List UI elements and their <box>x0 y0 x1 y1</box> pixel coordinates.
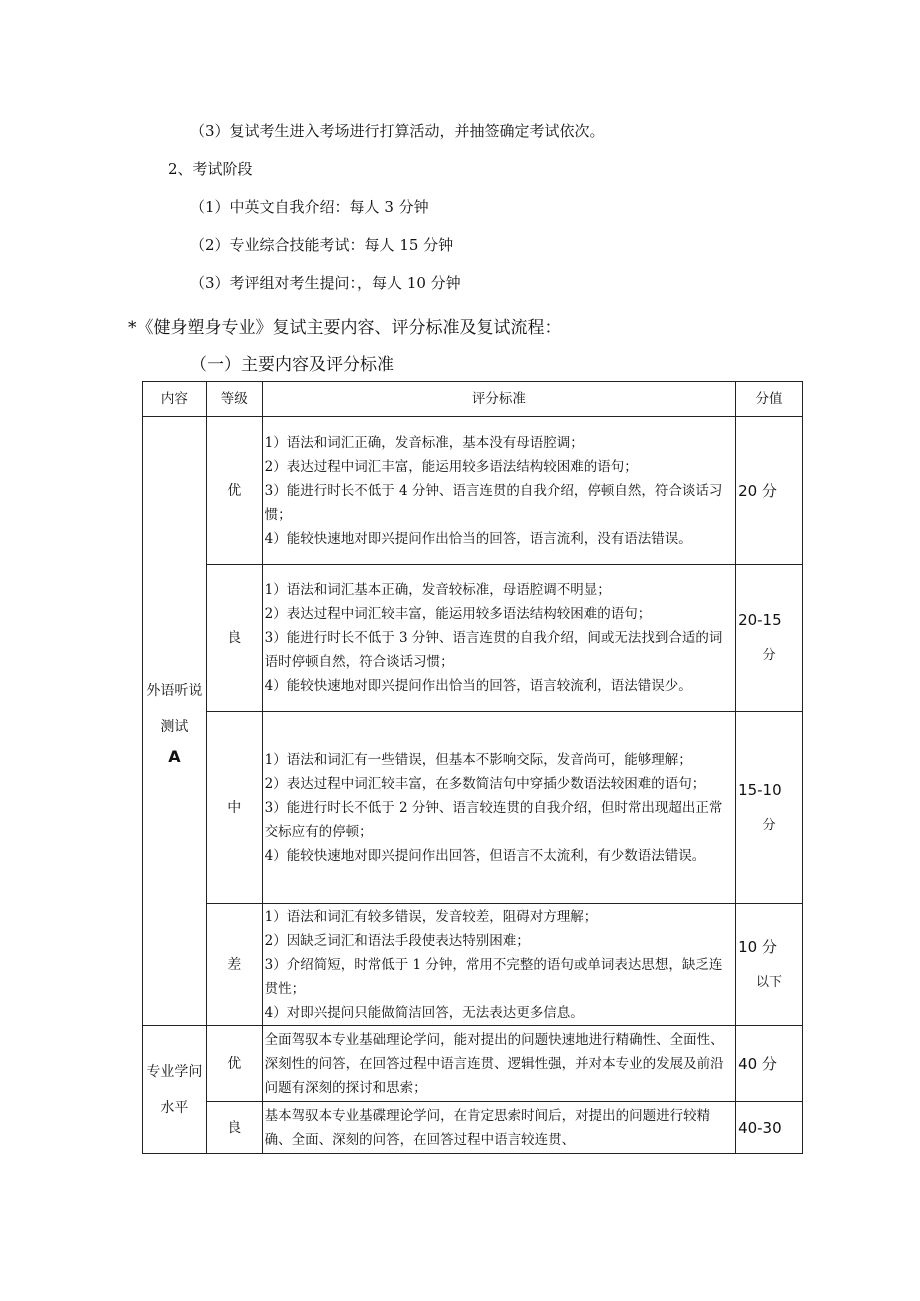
step-exam-1: （1）中英文自我介绍：每人 3 分钟 <box>190 198 429 216</box>
header-criteria: 评分标准 <box>262 382 735 417</box>
grade-cell: 优 <box>206 1026 262 1102</box>
scoring-table <box>142 381 803 1154</box>
score-cell: 20 分 <box>736 417 803 565</box>
table-row <box>143 904 803 1026</box>
category-professional-knowledge: 专业学问 水平 <box>143 1026 207 1154</box>
criteria-cell: 1）语法和词汇基本正确，发音较标准，母语腔调不明显； 2）表达过程中词汇较丰富，能运用较多语法结构较困难的语句； 3）能进行时长不低于 3 分钟、语言连贯的自我介绍，间或无法找到合适的词语时停顿自然，符合谈话习惯； 4）能较快速地对即兴提问作出恰当的回答，语言较流利，语法错误少。 <box>262 565 735 712</box>
score-cell: 40 分 <box>736 1026 803 1102</box>
grade-cell: 良 <box>206 1102 262 1154</box>
table-row <box>143 1026 803 1102</box>
criteria-cell: 1）语法和词汇有较多错误，发音较差，阻碍对方理解； 2）因缺乏词汇和语法手段使表达特别困难； 3）介绍简短，时常低于 1 分钟，常用不完整的语句或单词表达思想，缺乏连贯性； 4）对即兴提问只能做简洁回答，无法表达更多信息。 <box>262 904 735 1026</box>
step-exam-2: （2）专业综合技能考试：每人 15 分钟 <box>190 236 454 254</box>
grade-cell: 良 <box>206 565 262 712</box>
criteria-cell: 1）语法和词汇正确，发音标准，基本没有母语腔调； 2）表达过程中词汇丰富，能运用较多语法结构较困难的语句； 3）能进行时长不低于 4 分钟、语言连贯的自我介绍，停顿自然，符合谈话习惯； 4）能较快速地对即兴提问作出恰当的回答，语言流利，没有语法错误。 <box>262 417 735 565</box>
section-heading: *《健身塑身专业》复试主要内容、评分标准及复试流程： <box>128 318 562 338</box>
header-score: 分值 <box>736 382 803 417</box>
score-cell: 15-10 分 <box>736 712 803 904</box>
header-content: 内容 <box>143 382 207 417</box>
criteria-cell: 全面驾驭本专业基础理论学问，能对提出的问题快速地进行精确性、全面性、深刻性的问答，在回答过程中语言连贯、逻辑性强，并对本专业的发展及前沿问题有深刻的探讨和思索； <box>262 1026 735 1102</box>
category-foreign-language: 外语听说 测试 A <box>143 417 207 1026</box>
subsection-heading: （一）主要内容及评分标准 <box>190 355 394 375</box>
grade-cell: 优 <box>206 417 262 565</box>
table-row <box>143 565 803 712</box>
table-row <box>143 712 803 904</box>
section-exam-stage: 2、考试阶段 <box>168 160 253 178</box>
table-row <box>143 417 803 565</box>
score-cell: 10 分 以下 <box>736 904 803 1026</box>
table-header-row <box>143 382 803 417</box>
grade-cell: 中 <box>206 712 262 904</box>
grade-cell: 差 <box>206 904 262 1026</box>
header-grade: 等级 <box>206 382 262 417</box>
step-prep-3: （3）复试考生进入考场进行打算活动，并抽签确定考试依次。 <box>190 122 605 140</box>
step-exam-3: （3）考评组对考生提问：，每人 10 分钟 <box>190 274 461 292</box>
criteria-cell: 1）语法和词汇有一些错误，但基本不影响交际，发音尚可，能够理解； 2）表达过程中词汇较丰富，在多数简洁句中穿插少数语法较困难的语句； 3）能进行时长不低于 2 分钟、语言较连贯的自我介绍，但时常出现超出正常交标应有的停顿； 4）能较快速地对即兴提问作出回答，但语言不太流利，有少数语法错误。 <box>262 712 735 904</box>
table-row <box>143 1102 803 1154</box>
score-cell: 20-15 分 <box>736 565 803 712</box>
criteria-cell: 基本驾驭本专业基碟理论学问，在肯定思索时间后，对提出的问题进行较精确、全面、深刻的问答，在回答过程中语言较连贯、 <box>262 1102 735 1154</box>
score-cell: 40-30 <box>736 1102 803 1154</box>
